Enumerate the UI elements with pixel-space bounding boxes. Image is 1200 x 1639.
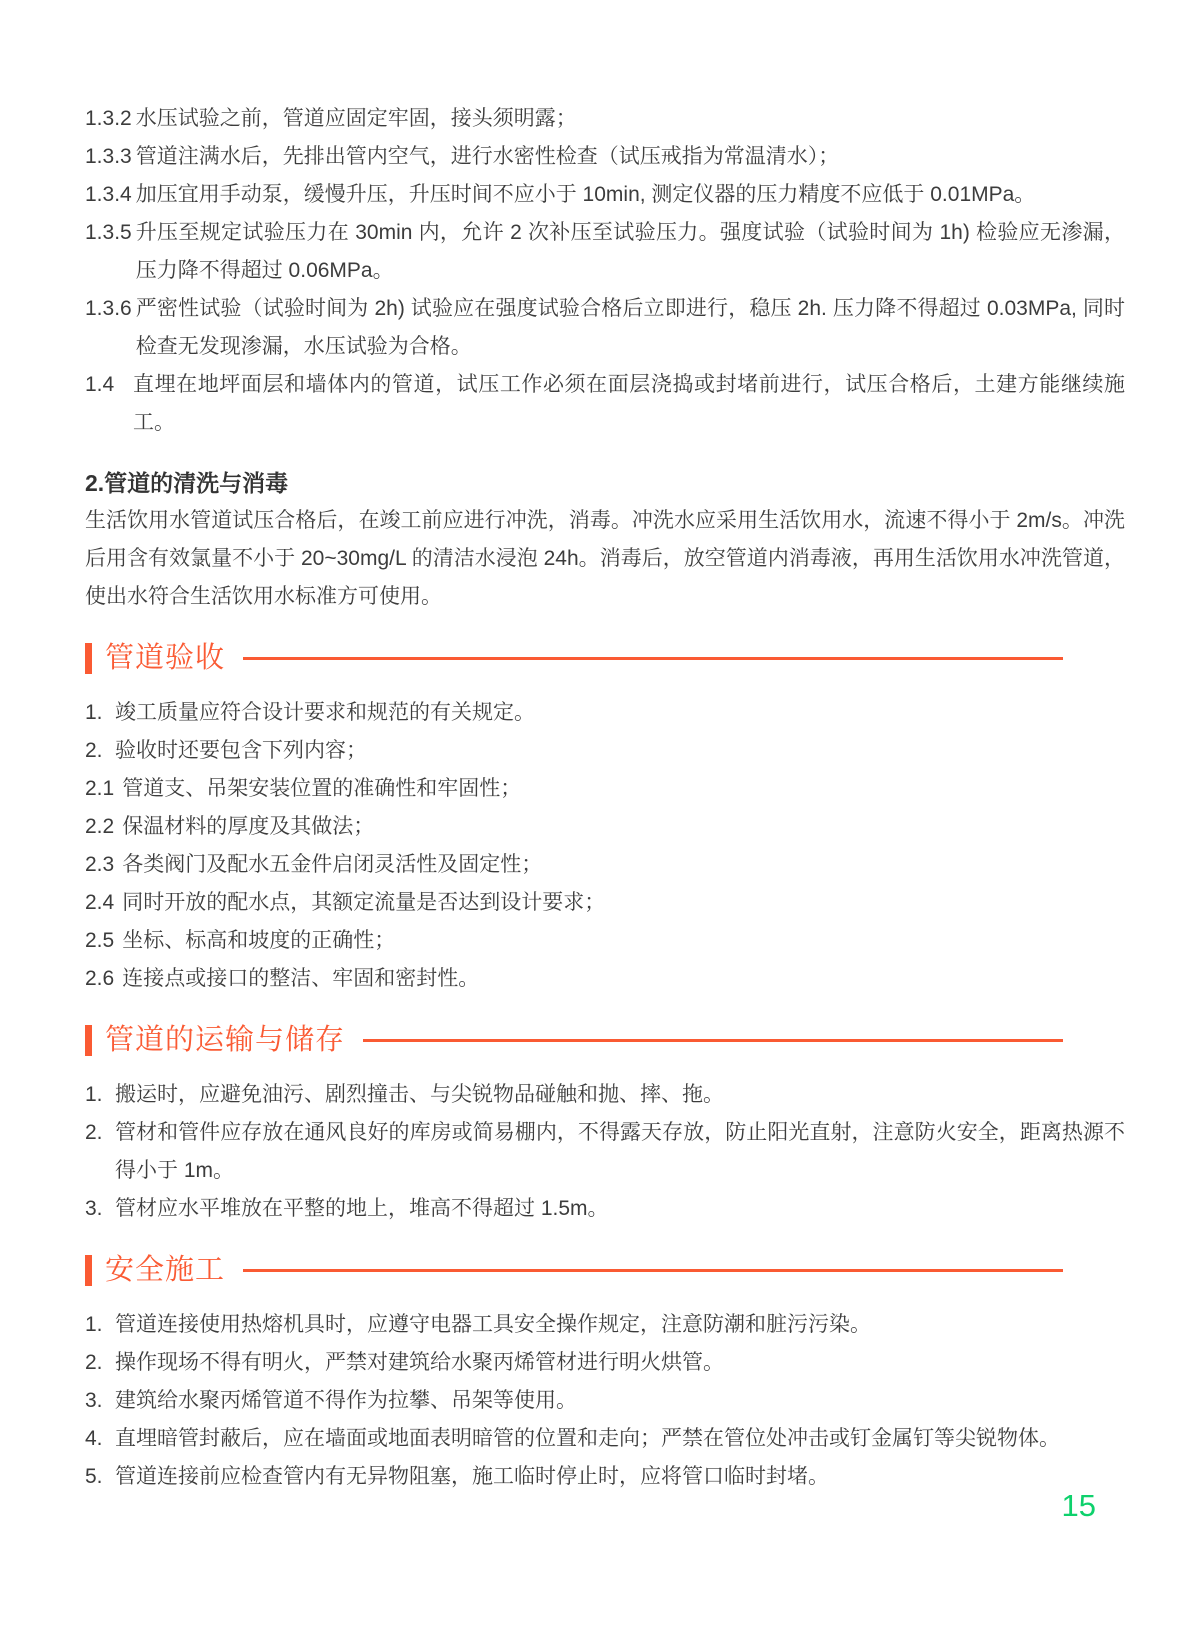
section-title-transport: 管道的运输与储存 <box>105 1024 346 1056</box>
list-item <box>85 1076 1125 1114</box>
list-item <box>85 846 1125 884</box>
item-text: 升压至规定试验压力在 30min 内，允许 2 次补压至试验压力。强度试验（试验时间为 1h) 检验应无渗漏，压力降不得超过 0.06MPa。 <box>135 221 1125 282</box>
cleaning-paragraph: 生活饮用水管道试压合格后，在竣工前应进行冲洗，消毒。冲洗水应采用生活饮用水，流速不得小于 2m/s。冲洗后用含有效氯量不小于 20~30mg/L 的清洁水浸泡 24h。消毒后，放空管道内消毒液，再用生活饮用水冲洗管道，使出水符合生活饮用水标准方可使用。 <box>85 509 1125 608</box>
section-rule <box>243 1269 1063 1272</box>
item-number: 2. <box>85 739 103 762</box>
item-number: 1. <box>85 701 103 724</box>
item-text: 操作现场不得有明火，严禁对建筑给水聚丙烯管材进行明火烘管。 <box>115 1351 724 1374</box>
item-number: 3. <box>85 1197 103 1220</box>
item-number: 2.5 <box>85 929 115 952</box>
item-number: 2.2 <box>85 815 115 838</box>
item-number: 4. <box>85 1427 103 1450</box>
item-text: 搬运时，应避免油污、剧烈撞击、与尖锐物品碰触和抛、摔、拖。 <box>115 1083 724 1106</box>
section-header-safety <box>85 1248 1125 1292</box>
item-text: 连接点或接口的整洁、牢固和密封性。 <box>122 967 480 990</box>
list-item <box>85 290 1125 366</box>
item-number: 1. <box>85 1313 103 1336</box>
section-bar-icon <box>85 1255 92 1286</box>
section-header-transport <box>85 1018 1125 1062</box>
item-number: 1.3.4 <box>85 183 132 206</box>
list-item <box>85 884 1125 922</box>
list-item <box>85 960 1125 998</box>
list-item <box>85 214 1125 290</box>
list-item <box>85 1458 1125 1496</box>
item-number: 1. <box>85 1083 103 1106</box>
list-item <box>85 808 1125 846</box>
item-text: 管材和管件应存放在通风良好的库房或简易棚内，不得露天存放，防止阳光直射，注意防火安全，距离热源不得小于 1m。 <box>115 1121 1125 1182</box>
list-item <box>85 1344 1125 1382</box>
list-item <box>85 1190 1125 1228</box>
hydrotest-list <box>85 100 1125 442</box>
item-text: 各类阀门及配水五金件启闭灵活性及固定性； <box>122 853 543 876</box>
section-rule <box>363 1039 1063 1042</box>
item-text: 建筑给水聚丙烯管道不得作为拉攀、吊架等使用。 <box>115 1389 577 1412</box>
item-number: 2.6 <box>85 967 115 990</box>
section-title-safety: 安全施工 <box>105 1254 226 1286</box>
item-number: 1.3.2 <box>85 107 132 130</box>
list-item <box>85 138 1125 176</box>
list-item <box>85 770 1125 808</box>
section-title-acceptance: 管道验收 <box>105 642 226 674</box>
item-text: 管道注满水后，先排出管内空气，进行水密性检查（试压戒指为常温清水）； <box>135 145 840 168</box>
item-number: 1.4 <box>85 373 115 396</box>
item-number: 1.3.6 <box>85 297 132 320</box>
list-item <box>85 732 1125 770</box>
item-text: 竣工质量应符合设计要求和规范的有关规定。 <box>115 701 535 724</box>
transport-list <box>85 1076 1125 1228</box>
item-number: 3. <box>85 1389 103 1412</box>
list-item <box>85 922 1125 960</box>
list-item <box>85 1114 1125 1190</box>
list-item <box>85 1420 1125 1458</box>
item-number: 2.1 <box>85 777 115 800</box>
section-header-acceptance <box>85 636 1125 680</box>
item-number: 5. <box>85 1465 103 1488</box>
item-text: 管道连接前应检查管内有无异物阻塞，施工临时停止时，应将管口临时封堵。 <box>115 1465 829 1488</box>
list-item <box>85 1306 1125 1344</box>
item-text: 保温材料的厚度及其做法； <box>122 815 375 838</box>
safety-list <box>85 1306 1125 1496</box>
section-bar-icon <box>85 643 92 674</box>
section-rule <box>243 657 1063 660</box>
item-number: 2.3 <box>85 853 115 876</box>
item-number: 1.3.3 <box>85 145 132 168</box>
item-text: 同时开放的配水点，其额定流量是否达到设计要求； <box>122 891 606 914</box>
item-text: 严密性试验（试验时间为 2h) 试验应在强度试验合格后立即进行，稳压 2h. 压力降不得超过 0.03MPa, 同时检查无发现渗漏，水压试验为合格。 <box>135 297 1125 358</box>
item-text: 验收时还要包含下列内容； <box>115 739 367 762</box>
item-number: 1.3.5 <box>85 221 132 244</box>
list-item <box>85 694 1125 732</box>
item-text: 直埋暗管封蔽后，应在墙面或地面表明暗管的位置和走向；严禁在管位处冲击或钉金属钉等尖锐物体。 <box>115 1427 1060 1450</box>
item-text: 直埋在地坪面层和墙体内的管道，试压工作必须在面层浇捣或封堵前进行，试压合格后，土建方能继续施工。 <box>133 373 1125 434</box>
item-text: 管道支、吊架安装位置的准确性和牢固性； <box>122 777 522 800</box>
list-item <box>85 366 1125 442</box>
section-bar-icon <box>85 1025 92 1056</box>
item-text: 坐标、标高和坡度的正确性； <box>122 929 396 952</box>
item-text: 管道连接使用热熔机具时，应遵守电器工具安全操作规定，注意防潮和脏污污染。 <box>115 1313 871 1336</box>
item-number: 2.4 <box>85 891 115 914</box>
item-text: 管材应水平堆放在平整的地上，堆高不得超过 1.5m。 <box>115 1197 609 1220</box>
acceptance-list <box>85 694 1125 998</box>
list-item <box>85 1382 1125 1420</box>
list-item <box>85 176 1125 214</box>
cleaning-heading: 2.管道的清洗与消毒 <box>85 470 289 496</box>
list-item <box>85 100 1125 138</box>
item-text: 水压试验之前，管道应固定牢固，接头须明露； <box>135 107 577 130</box>
page-number: 15 <box>1061 1488 1096 1523</box>
item-number: 2. <box>85 1121 103 1144</box>
item-text: 加压宜用手动泵，缓慢升压，升压时间不应小于 10min, 测定仪器的压力精度不应低于 0.01MPa。 <box>135 183 1036 206</box>
item-number: 2. <box>85 1351 103 1374</box>
